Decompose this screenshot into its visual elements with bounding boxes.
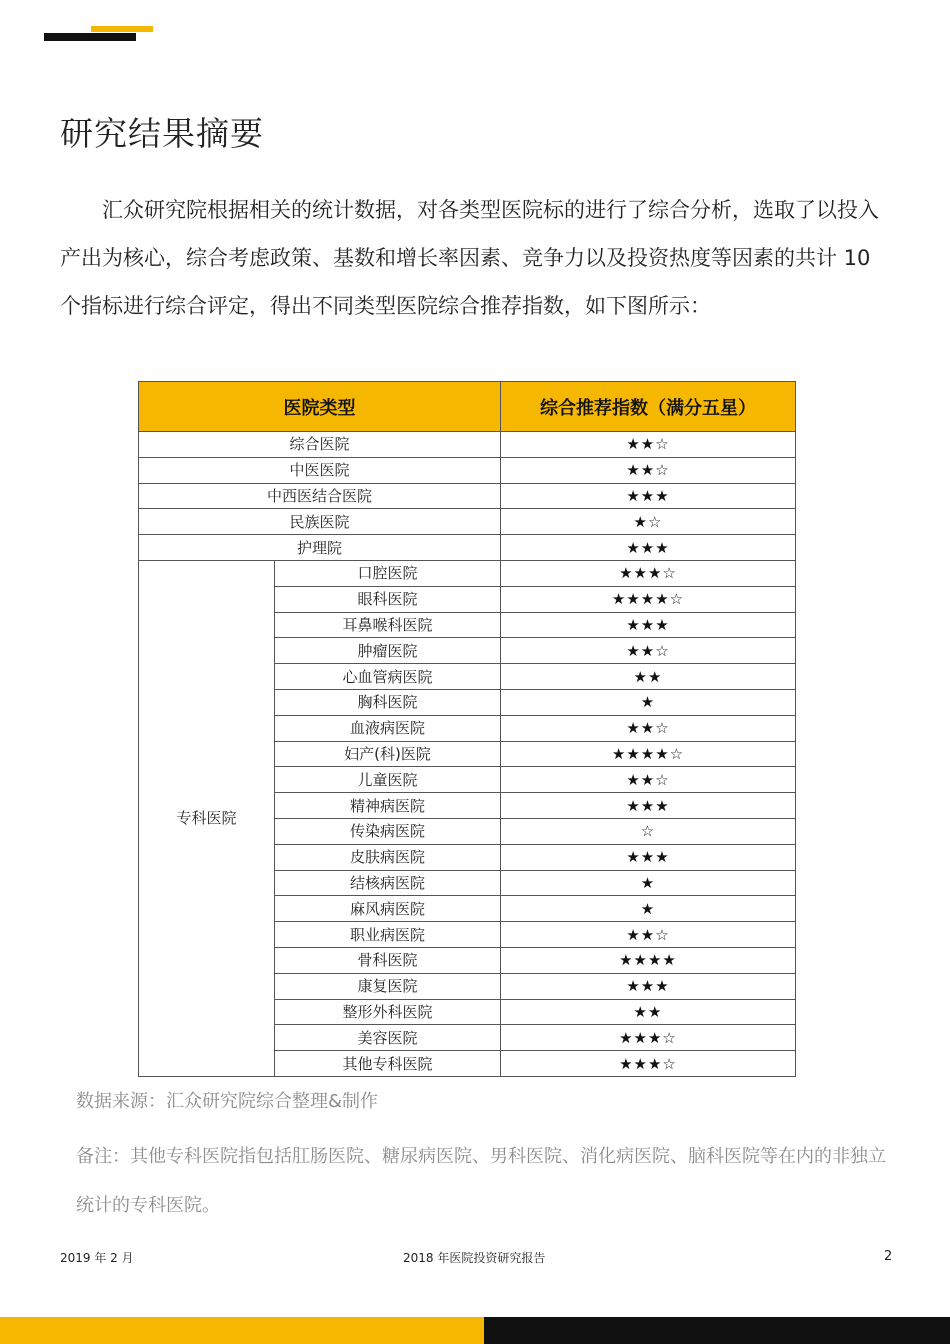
star-rating-cell: ★★: [501, 999, 796, 1025]
hospital-type-cell: 口腔医院: [275, 560, 501, 586]
star-rating-cell: ★★★★☆: [501, 586, 796, 612]
star-rating-cell: ★: [501, 689, 796, 715]
data-source-note: 数据来源：汇众研究院综合整理&制作: [76, 1091, 379, 1112]
star-rating-cell: ★★☆: [501, 715, 796, 741]
star-rating-cell: ★★★: [501, 535, 796, 561]
hospital-type-cell: 心血管病医院: [275, 664, 501, 690]
star-rating-cell: ★★★: [501, 844, 796, 870]
star-rating-cell: ★★☆: [501, 457, 796, 483]
star-rating-cell: ☆: [501, 818, 796, 844]
hospital-type-cell: 骨科医院: [275, 947, 501, 973]
star-rating-cell: ★: [501, 896, 796, 922]
footer-report-title: 2018 年医院投资研究报告: [403, 1251, 546, 1265]
hospital-type-cell: 康复医院: [275, 973, 501, 999]
hospital-type-cell: 血液病医院: [275, 715, 501, 741]
table-row: [139, 457, 796, 483]
hospital-type-cell: 妇产(科)医院: [275, 741, 501, 767]
star-rating-cell: ★★★: [501, 612, 796, 638]
hospital-type-cell: 传染病医院: [275, 818, 501, 844]
star-rating-cell: ★★☆: [501, 432, 796, 458]
hospital-type-cell: 职业病医院: [275, 922, 501, 948]
star-rating-cell: ★★★☆: [501, 560, 796, 586]
star-rating-cell: ★★★★: [501, 947, 796, 973]
hospital-type-cell: 其他专科医院: [275, 1051, 501, 1077]
hospital-type-cell: 民族医院: [139, 509, 501, 535]
hospital-type-cell: 麻风病医院: [275, 896, 501, 922]
star-rating-cell: ★★★☆: [501, 1025, 796, 1051]
star-rating-cell: ★★☆: [501, 638, 796, 664]
header-recommendation-index: 综合推荐指数（满分五星）: [501, 382, 796, 432]
footer-date: 2019 年 2 月: [60, 1251, 134, 1265]
table-row: [139, 560, 796, 586]
recommendation-table: [138, 381, 796, 1077]
hospital-type-cell: 中西医结合医院: [139, 483, 501, 509]
star-rating-cell: ★★★: [501, 793, 796, 819]
table-row: [139, 432, 796, 458]
hospital-type-cell: 胸科医院: [275, 689, 501, 715]
footer-page-number: 2: [884, 1249, 893, 1264]
footer-decoration-black-bar: [484, 1317, 950, 1344]
hospital-type-cell: 精神病医院: [275, 793, 501, 819]
star-rating-cell: ★: [501, 870, 796, 896]
hospital-type-cell: 美容医院: [275, 1025, 501, 1051]
hospital-type-cell: 综合医院: [139, 432, 501, 458]
table-body: [139, 432, 796, 1077]
hospital-type-cell: 护理院: [139, 535, 501, 561]
hospital-type-cell: 整形外科医院: [275, 999, 501, 1025]
table-row: [139, 483, 796, 509]
star-rating-cell: ★★☆: [501, 767, 796, 793]
table-header-row: [139, 382, 796, 432]
hospital-type-cell: 肿瘤医院: [275, 638, 501, 664]
star-rating-cell: ★★☆: [501, 922, 796, 948]
header-hospital-type: 医院类型: [139, 382, 501, 432]
star-rating-cell: ★★★☆: [501, 1051, 796, 1077]
table-row: [139, 509, 796, 535]
hospital-type-cell: 皮肤病医院: [275, 844, 501, 870]
page-title: 研究结果摘要: [60, 114, 264, 153]
star-rating-cell: ★★★: [501, 973, 796, 999]
star-rating-cell: ★★★: [501, 483, 796, 509]
hospital-type-cell: 儿童医院: [275, 767, 501, 793]
hospital-type-cell: 耳鼻喉科医院: [275, 612, 501, 638]
table-row: [139, 535, 796, 561]
star-rating-cell: ★★★★☆: [501, 741, 796, 767]
star-rating-cell: ★★: [501, 664, 796, 690]
footer-decoration-yellow-bar: [0, 1317, 484, 1344]
star-rating-cell: ★☆: [501, 509, 796, 535]
hospital-type-cell: 眼科医院: [275, 586, 501, 612]
hospital-type-cell: 结核病医院: [275, 870, 501, 896]
header-decoration-black-bar: [44, 33, 136, 41]
remark-note: 备注：其他专科医院指包括肛肠医院、糖尿病医院、男科医院、消化病医院、脑科医院等在内的非独立统计的专科医院。: [76, 1146, 886, 1216]
hospital-type-cell: 中医医院: [139, 457, 501, 483]
intro-paragraph: 汇众研究院根据相关的统计数据，对各类型医院标的进行了综合分析，选取了以投入产出为核心，综合考虑政策、基数和增长率因素、竞争力以及投资热度等因素的共计 10 个指标进行综合评定，得出不同类型医院综合推荐指数，如下图所示：: [60, 198, 879, 318]
specialty-group-cell: 专科医院: [139, 560, 275, 1076]
header-decoration-yellow-bar: [91, 26, 153, 32]
